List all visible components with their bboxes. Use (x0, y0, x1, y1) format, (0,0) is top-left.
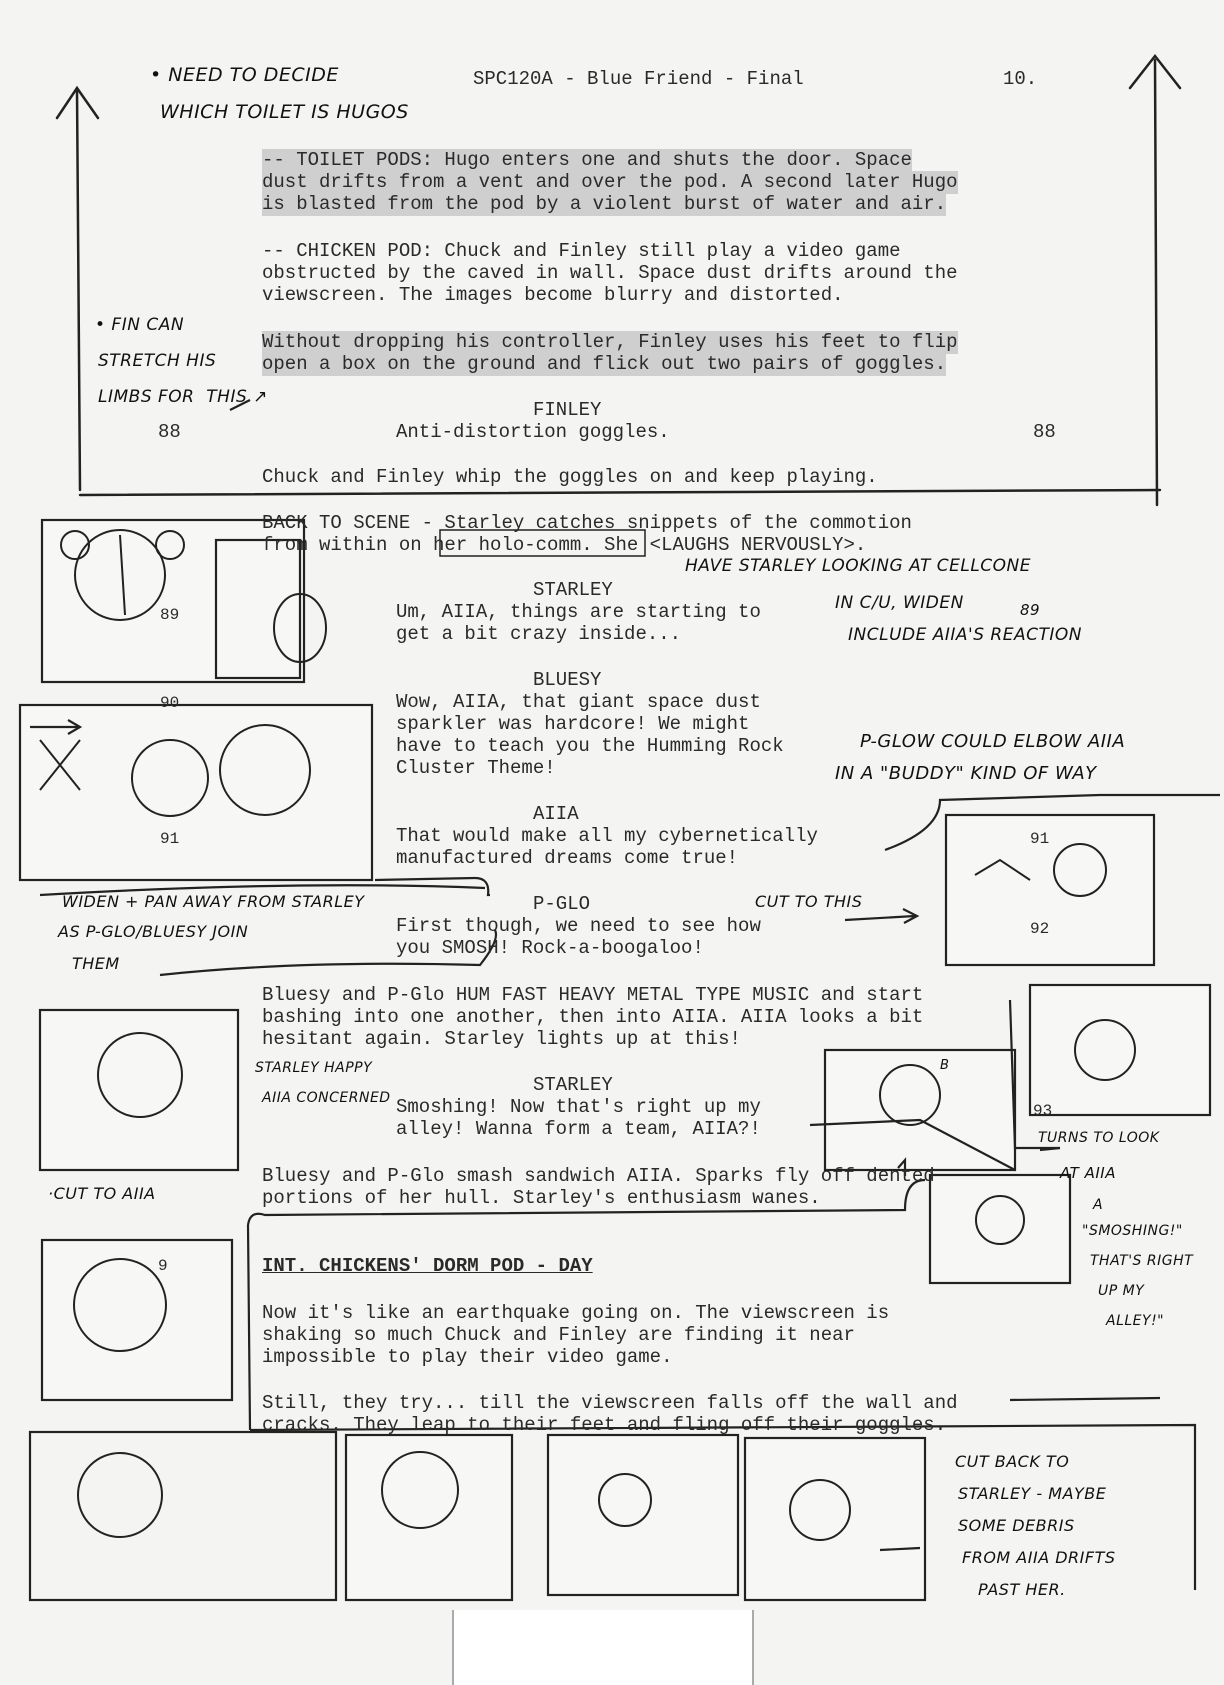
starley-2-line-1: Smoshing! Now that's right up my (396, 1096, 761, 1118)
bluesy-line-3: have to teach you the Humming Rock (396, 735, 784, 757)
whip-goggles-line: Chuck and Finley whip the goggles on and keep playing. (262, 466, 878, 488)
note-widen-pan-1: WIDEN + PAN AWAY FROM STARLEY (62, 892, 365, 911)
panel-number-91b: 91 (1030, 830, 1050, 848)
note-starley-happy: STARLEY HAPPY (255, 1060, 373, 1076)
toilet-pods-line-2: dust drifts from a vent and over the pod. A second later Hugo (262, 171, 958, 193)
panel-number-91: 91 (160, 830, 180, 848)
storyboard-panels (20, 520, 1210, 1600)
character-starley-2: STARLEY (533, 1074, 613, 1096)
character-finley: FINLEY (533, 399, 602, 421)
note-cut-back-2: STARLEY - MAYBE (958, 1484, 1107, 1503)
sandwich-line-2: portions of her hull. Starley's enthusiasm wanes. (262, 1187, 821, 1209)
bluesy-line-4: Cluster Theme! (396, 757, 556, 779)
still-try-line-1: Still, they try... till the viewscreen falls off the wall and (262, 1392, 958, 1414)
note-cut-back-3: SOME DEBRIS (958, 1516, 1075, 1535)
pglo-line-1: First though, we need to see how (396, 915, 761, 937)
script-title: SPC120A - Blue Friend - Final (473, 68, 804, 90)
scan-clip (452, 1610, 754, 1685)
panel-a (930, 1175, 1070, 1283)
note-pglow-elbow-2: IN A "BUDDY" KIND OF WAY (835, 763, 1097, 784)
panel-91-92 (946, 815, 1154, 965)
panel-b (825, 1050, 1015, 1170)
toilet-pods-line-1: -- TOILET PODS: Hugo enters one and shuts the door. Space (262, 149, 912, 171)
note-need-to-decide-2: WHICH TOILET IS HUGOS (160, 101, 409, 123)
chicken-pod-line-2: obstructed by the caved in wall. Space dust drifts around the (262, 262, 958, 284)
note-cut-to-this: CUT TO THIS (755, 892, 863, 911)
still-try-line-2: cracks. They leap to their feet and fling off their goggles. (262, 1414, 947, 1436)
scene-number-right: 88 (1033, 421, 1056, 443)
toilet-pods-line-3: is blasted from the pod by a violent burst of water and air. (262, 193, 947, 215)
character-aiia: AIIA (533, 803, 579, 825)
scene-number-left: 88 (158, 421, 181, 443)
panel-number-92: 92 (1030, 920, 1050, 938)
starley-2-line-2: alley! Wanna form a team, AIIA?! (396, 1118, 761, 1140)
panel-number-9: 9 (158, 1257, 168, 1275)
note-widen-pan-3: THEM (72, 954, 120, 973)
panel-number-93: 93 (1033, 1102, 1053, 1120)
earthquake-line-3: impossible to play their video game. (262, 1346, 673, 1368)
hum-line-2: bashing into one another, then into AIIA. AIIA looks a bit (262, 1006, 924, 1028)
character-starley: STARLEY (533, 579, 613, 601)
note-fin-stretch-2: STRETCH HIS (98, 351, 217, 371)
aiia-line-1: That would make all my cybernetically (396, 825, 818, 847)
note-fin-stretch-3: LIMBS FOR THIS ↗ (98, 387, 268, 407)
sandwich-line-1: Bluesy and P-Glo smash sandwich AIIA. Sparks fly off dented (262, 1165, 935, 1187)
note-need-to-decide-1: • NEED TO DECIDE (150, 64, 339, 86)
panel-number-90: 90 (160, 694, 180, 712)
note-cut-back-4: FROM AIIA DRIFTS (962, 1548, 1116, 1567)
hum-line-3: hesitant again. Starley lights up at this! (262, 1028, 741, 1050)
note-smoshing-2: THAT'S RIGHT (1090, 1253, 1194, 1269)
chicken-pod-line-1: -- CHICKEN POD: Chuck and Finley still play a video game (262, 240, 901, 262)
note-cut-back-1: CUT BACK TO (955, 1452, 1070, 1471)
note-widen-pan-2: AS P-GLO/BLUESY JOIN (58, 922, 249, 941)
note-aiia-concerned: AIIA CONCERNED (262, 1090, 391, 1106)
panel-starley-debris (745, 1438, 925, 1600)
note-smoshing-3: UP MY (1098, 1283, 1145, 1299)
finley-dialogue: Anti-distortion goggles. (396, 421, 670, 443)
earthquake-line-2: shaking so much Chuck and Finley are finding it near (262, 1324, 855, 1346)
note-cut-to-aiia: ·CUT TO AIIA (48, 1184, 156, 1203)
note-fin-stretch-1: • FIN CAN (95, 315, 185, 335)
note-89: 89 (1020, 601, 1041, 619)
hum-line-1: Bluesy and P-Glo HUM FAST HEAVY METAL TYPE MUSIC and start (262, 984, 924, 1006)
note-pglow-elbow-1: P-GLOW COULD ELBOW AIIA (860, 731, 1126, 752)
back-to-scene-line-2: from within on her holo-comm. She <LAUGHS NERVOUSLY>. (262, 534, 867, 556)
slugline: INT. CHICKENS' DORM POD - DAY (262, 1255, 593, 1277)
note-b-label: B (940, 1058, 950, 1073)
panel-starley-small (548, 1435, 738, 1595)
starley-line-1: Um, AIIA, things are starting to (396, 601, 761, 623)
aiia-line-2: manufactured dreams come true! (396, 847, 739, 869)
panel-number-89: 89 (160, 606, 180, 624)
note-a-label: A (1093, 1197, 1104, 1213)
without-dropping-line-1: Without dropping his controller, Finley uses his feet to flip (262, 331, 958, 353)
note-turns-to-look-1: TURNS TO LOOK (1038, 1130, 1160, 1146)
without-dropping-line-2: open a box on the ground and flick out two pairs of goggles. (262, 353, 947, 375)
note-have-starley-1: HAVE STARLEY LOOKING AT CELLCONE (685, 556, 1032, 576)
note-have-starley-3: INCLUDE AIIA'S REACTION (848, 625, 1082, 645)
panel-93 (1030, 985, 1210, 1115)
note-smoshing-4: ALLEY!" (1106, 1313, 1165, 1329)
chicken-pod-line-3: viewscreen. The images become blurry and distorted. (262, 284, 844, 306)
bluesy-line-1: Wow, AIIA, that giant space dust (396, 691, 761, 713)
panel-chickens (346, 1435, 512, 1600)
bluesy-line-2: sparkler was hardcore! We might (396, 713, 750, 735)
note-smoshing-1: "SMOSHING!" (1082, 1223, 1183, 1239)
panel-bash (30, 1432, 336, 1600)
earthquake-line-1: Now it's like an earthquake going on. The viewscreen is (262, 1302, 890, 1324)
panel-aiia-hit (42, 1240, 232, 1400)
note-cut-back-5: PAST HER. (978, 1580, 1066, 1599)
page-number: 10. (1003, 68, 1038, 90)
note-turns-to-look-2: AT AIIA (1060, 1164, 1116, 1182)
back-to-scene-line-1: BACK TO SCENE - Starley catches snippets of the commotion (262, 512, 912, 534)
character-bluesy: BLUESY (533, 669, 602, 691)
pglo-line-2: you SMOSH! Rock-a-boogaloo! (396, 937, 704, 959)
character-pglo: P-GLO (533, 893, 591, 915)
starley-line-2: get a bit crazy inside... (396, 623, 682, 645)
note-have-starley-2: IN C/U, WIDEN (835, 593, 964, 613)
